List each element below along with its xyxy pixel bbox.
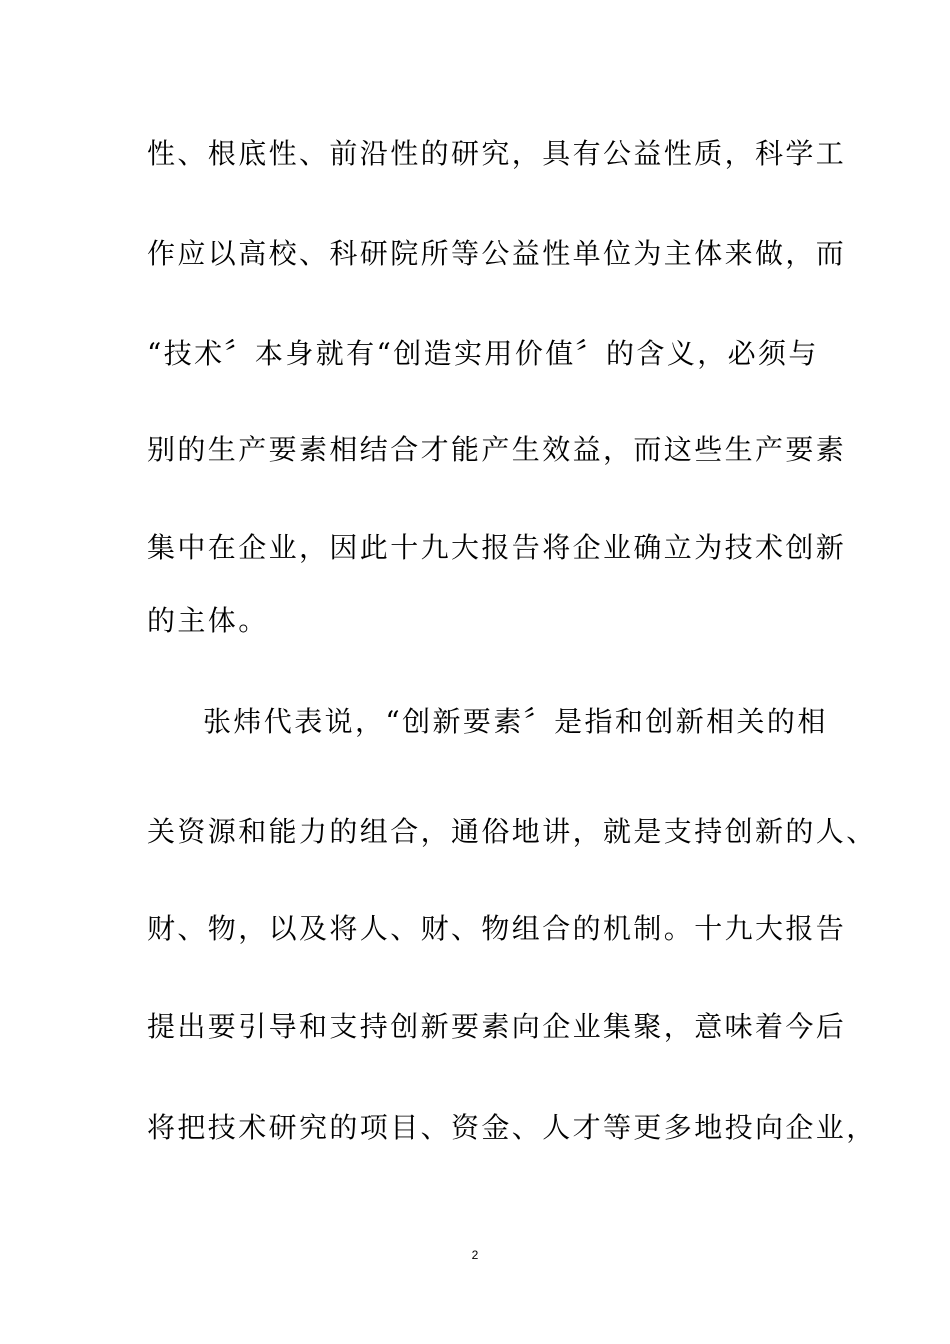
text-line-4: 别的生产要素相结合才能产生效益，而这些生产要素 — [147, 433, 847, 466]
page-number: 2 — [471, 1248, 479, 1262]
text-line-6: 的主体。 — [147, 604, 269, 637]
text-line-10: 提出要引导和支持创新要素向企业集聚，意味着今后 — [147, 1010, 847, 1043]
text-line-2: 作应以高校、科研院所等公益性单位为主体来做，而 — [147, 237, 847, 270]
text-line-11: 将把技术研究的项目、资金、人才等更多地投向企业， — [147, 1111, 877, 1144]
paragraph-start-line: 张炜代表说，“创新要素〞是指和创新相关的相 — [203, 705, 828, 738]
text-line-1: 性、根底性、前沿性的研究，具有公益性质，科学工 — [147, 137, 847, 170]
text-line-5: 集中在企业，因此十九大报告将企业确立为技术创新 — [147, 531, 847, 564]
text-line-3: “技术〞本身就有“创造实用价值〞的含义，必须与 — [147, 337, 819, 370]
text-line-9: 财、物，以及将人、财、物组合的机制。十九大报告 — [147, 912, 847, 945]
text-line-8: 关资源和能力的组合，通俗地讲，就是支持创新的人、 — [147, 815, 877, 848]
